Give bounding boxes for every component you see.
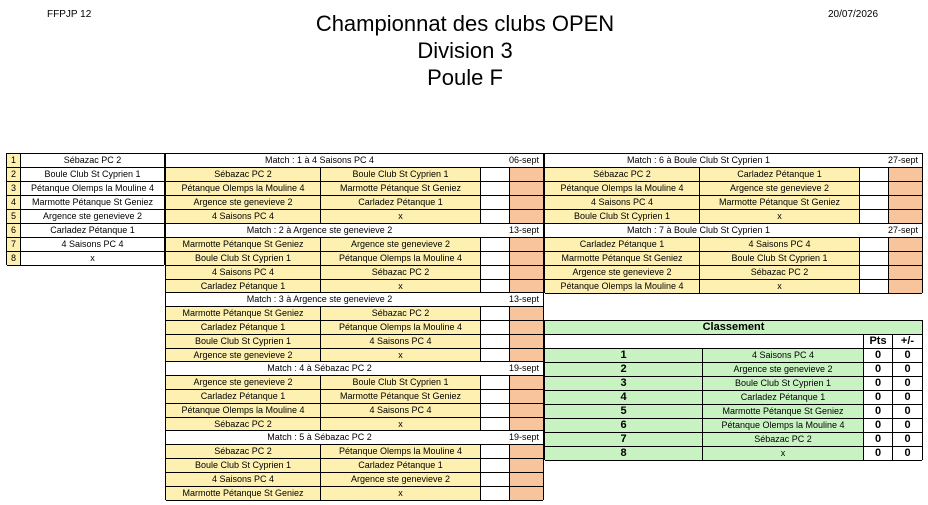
home-score-cell[interactable] [860, 168, 889, 182]
classement-row [545, 419, 922, 433]
away-team: Pétanque Olemps la Mouline 4 [321, 252, 481, 266]
away-team: x [321, 349, 481, 363]
home-team: Marmotte Pétanque St Geniez [166, 307, 321, 321]
diff-cell: 0 [893, 377, 922, 391]
classement-row [545, 391, 922, 405]
division-title: Division 3 [417, 38, 513, 63]
classement-row [545, 433, 922, 447]
home-score-cell[interactable] [860, 196, 889, 210]
home-score-cell[interactable] [481, 307, 510, 321]
game-row [166, 404, 543, 418]
match-label: Match : 1 à 4 Saisons PC 4 [264, 155, 375, 165]
home-score-cell[interactable] [481, 445, 510, 459]
home-team: Argence ste genevieve 2 [166, 376, 321, 390]
away-team: x [321, 418, 481, 432]
diff-cell: 0 [893, 391, 922, 405]
home-team: 4 Saisons PC 4 [166, 266, 321, 280]
match-block [165, 153, 544, 223]
away-score-cell[interactable] [510, 238, 543, 252]
pts-cell: 0 [864, 419, 893, 433]
classement-team: Carladez Pétanque 1 [703, 391, 864, 405]
game-row [545, 266, 922, 280]
away-team: x [321, 210, 481, 224]
home-score-cell[interactable] [481, 321, 510, 335]
pts-cell: 0 [864, 349, 893, 363]
home-score-cell[interactable] [860, 280, 889, 294]
team-row [7, 196, 164, 210]
game-row [166, 487, 543, 501]
home-team: 4 Saisons PC 4 [166, 473, 321, 487]
home-team: Pétanque Olemps la Mouline 4 [166, 182, 321, 196]
home-team: Pétanque Olemps la Mouline 4 [166, 404, 321, 418]
match-block [544, 153, 923, 223]
home-score-cell[interactable] [481, 335, 510, 349]
classement-row [545, 363, 922, 377]
team-name: Carladez Pétanque 1 [21, 224, 164, 238]
away-team: 4 Saisons PC 4 [321, 335, 481, 349]
team-number: 1 [7, 154, 21, 168]
home-score-cell[interactable] [860, 266, 889, 280]
match-date: 19-sept [508, 432, 539, 442]
match-label: Match : 7 à Boule Club St Cyprien 1 [626, 225, 771, 235]
pts-cell: 0 [864, 391, 893, 405]
home-team: Sébazac PC 2 [545, 168, 700, 182]
match-block [165, 430, 544, 500]
away-score-cell[interactable] [510, 321, 543, 335]
team-row [7, 210, 164, 224]
print-date: 20/07/2026 [828, 9, 879, 20]
home-score-cell[interactable] [481, 238, 510, 252]
team-name: Argence ste genevieve 2 [21, 210, 164, 224]
away-score-cell[interactable] [889, 252, 922, 266]
team-name: Boule Club St Cyprien 1 [21, 168, 164, 182]
team-row [7, 238, 164, 252]
match-block [165, 361, 544, 431]
away-team: x [700, 280, 860, 294]
home-score-cell[interactable] [860, 252, 889, 266]
diff-cell: 0 [893, 349, 922, 363]
game-row [545, 168, 922, 182]
team-row [7, 252, 164, 266]
match-header [545, 154, 922, 168]
home-team: Argence ste genevieve 2 [166, 196, 321, 210]
away-score-cell[interactable] [510, 266, 543, 280]
classement-team: x [703, 447, 864, 461]
diff-cell: 0 [893, 405, 922, 419]
home-team: Argence ste genevieve 2 [166, 349, 321, 363]
match-date: 27-sept [887, 155, 918, 165]
rank-cell: 1 [545, 349, 703, 363]
home-team: 4 Saisons PC 4 [166, 210, 321, 224]
home-team: Carladez Pétanque 1 [166, 321, 321, 335]
match-header [166, 224, 543, 238]
match-label: Match : 3 à Argence ste genevieve 2 [246, 294, 393, 304]
pts-cell: 0 [864, 447, 893, 461]
match-label: Match : 2 à Argence ste genevieve 2 [246, 225, 393, 235]
match-header [166, 431, 543, 445]
game-row [166, 266, 543, 280]
game-row [166, 459, 543, 473]
home-team: Boule Club St Cyprien 1 [545, 210, 700, 224]
away-team: Sébazac PC 2 [700, 266, 860, 280]
home-score-cell[interactable] [481, 459, 510, 473]
game-row [166, 321, 543, 335]
team-row [7, 224, 164, 238]
away-team: Sébazac PC 2 [321, 307, 481, 321]
rank-cell: 4 [545, 391, 703, 405]
rank-cell: 2 [545, 363, 703, 377]
team-name: Sébazac PC 2 [21, 154, 164, 168]
away-team: Boule Club St Cyprien 1 [321, 376, 481, 390]
game-row [166, 168, 543, 182]
home-team: Marmotte Pétanque St Geniez [545, 252, 700, 266]
game-row [166, 445, 543, 459]
away-team: x [321, 487, 481, 501]
home-score-cell[interactable] [481, 390, 510, 404]
home-team: Pétanque Olemps la Mouline 4 [545, 182, 700, 196]
team-number: 7 [7, 238, 21, 252]
rank-cell: 5 [545, 405, 703, 419]
away-team: Marmotte Pétanque St Geniez [321, 182, 481, 196]
game-row [166, 252, 543, 266]
game-row [545, 238, 922, 252]
team-name: x [21, 252, 164, 266]
match-label: Match : 6 à Boule Club St Cyprien 1 [626, 155, 771, 165]
away-team: Argence ste genevieve 2 [700, 182, 860, 196]
rank-cell: 7 [545, 433, 703, 447]
away-team: x [700, 210, 860, 224]
home-team: Boule Club St Cyprien 1 [166, 252, 321, 266]
away-score-cell[interactable] [889, 238, 922, 252]
home-team: Marmotte Pétanque St Geniez [166, 487, 321, 501]
game-row [545, 210, 922, 224]
game-row [545, 182, 922, 196]
game-row [166, 182, 543, 196]
team-number: 6 [7, 224, 21, 238]
diff-cell: 0 [893, 433, 922, 447]
away-team: Pétanque Olemps la Mouline 4 [321, 445, 481, 459]
away-team: Boule Club St Cyprien 1 [321, 168, 481, 182]
match-label: Match : 4 à Sébazac PC 2 [267, 363, 372, 373]
home-score-cell[interactable] [860, 238, 889, 252]
match-date: 19-sept [508, 363, 539, 373]
team-row [7, 168, 164, 182]
game-row [166, 210, 543, 224]
away-score-cell[interactable] [510, 473, 543, 487]
home-score-cell[interactable] [481, 168, 510, 182]
team-number: 2 [7, 168, 21, 182]
classement-row [545, 405, 922, 419]
home-team: Boule Club St Cyprien 1 [166, 335, 321, 349]
home-team: Sébazac PC 2 [166, 418, 321, 432]
pool-title: Poule F [427, 65, 503, 90]
game-row [166, 376, 543, 390]
match-header [166, 362, 543, 376]
match-header [166, 154, 543, 168]
team-number: 3 [7, 182, 21, 196]
away-score-cell[interactable] [510, 168, 543, 182]
game-row [166, 390, 543, 404]
classement-team: Sébazac PC 2 [703, 433, 864, 447]
away-score-cell[interactable] [510, 445, 543, 459]
pts-header: Pts [864, 335, 893, 349]
away-score-cell[interactable] [889, 182, 922, 196]
page-title: Championnat des clubs OPEN [315, 11, 615, 36]
diff-cell: 0 [893, 447, 922, 461]
classement-row [545, 377, 922, 391]
match-date: 13-sept [508, 225, 539, 235]
home-team: Pétanque Olemps la Mouline 4 [545, 280, 700, 294]
team-row [7, 154, 164, 168]
pts-cell: 0 [864, 405, 893, 419]
home-score-cell[interactable] [860, 182, 889, 196]
classement-title: Classement [545, 321, 922, 335]
away-score-cell[interactable] [510, 487, 543, 501]
classement-row [545, 349, 922, 363]
pts-cell: 0 [864, 433, 893, 447]
home-score-cell[interactable] [481, 252, 510, 266]
game-row [166, 196, 543, 210]
classement-header-blank [545, 335, 864, 349]
org-label: FFPJP 12 [47, 9, 92, 20]
team-number: 5 [7, 210, 21, 224]
home-team: Carladez Pétanque 1 [166, 280, 321, 294]
away-score-cell[interactable] [510, 390, 543, 404]
away-score-cell[interactable] [510, 252, 543, 266]
away-team: Carladez Pétanque 1 [321, 196, 481, 210]
away-score-cell[interactable] [510, 307, 543, 321]
away-score-cell[interactable] [889, 266, 922, 280]
match-label: Match : 5 à Sébazac PC 2 [267, 432, 372, 442]
away-score-cell[interactable] [889, 168, 922, 182]
away-team: Sébazac PC 2 [321, 266, 481, 280]
home-team: 4 Saisons PC 4 [545, 196, 700, 210]
classement-team: Pétanque Olemps la Mouline 4 [703, 419, 864, 433]
home-score-cell[interactable] [481, 266, 510, 280]
home-score-cell[interactable] [481, 376, 510, 390]
team-list [6, 153, 165, 265]
match-block [165, 223, 544, 293]
team-name: 4 Saisons PC 4 [21, 238, 164, 252]
match-block [544, 223, 923, 293]
away-score-cell[interactable] [510, 404, 543, 418]
home-team: Argence ste genevieve 2 [545, 266, 700, 280]
rank-cell: 8 [545, 447, 703, 461]
game-row [166, 238, 543, 252]
game-row [166, 473, 543, 487]
home-score-cell[interactable] [481, 473, 510, 487]
pts-cell: 0 [864, 363, 893, 377]
diff-cell: 0 [893, 363, 922, 377]
team-name: Pétanque Olemps la Mouline 4 [21, 182, 164, 196]
team-row [7, 182, 164, 196]
home-score-cell[interactable] [860, 210, 889, 224]
match-date: 06-sept [508, 155, 539, 165]
away-team: Argence ste genevieve 2 [321, 238, 481, 252]
away-team: Carladez Pétanque 1 [321, 459, 481, 473]
home-score-cell[interactable] [481, 182, 510, 196]
away-score-cell[interactable] [889, 210, 922, 224]
match-block [165, 292, 544, 362]
diff-header: +/- [893, 335, 922, 349]
game-row [545, 196, 922, 210]
team-number: 8 [7, 252, 21, 266]
home-team: Sébazac PC 2 [166, 168, 321, 182]
game-row [545, 280, 922, 294]
home-score-cell[interactable] [481, 196, 510, 210]
classement-team: Marmotte Pétanque St Geniez [703, 405, 864, 419]
away-team: Marmotte Pétanque St Geniez [321, 390, 481, 404]
away-team: 4 Saisons PC 4 [700, 238, 860, 252]
home-score-cell[interactable] [481, 487, 510, 501]
match-date: 13-sept [508, 294, 539, 304]
classement-row [545, 447, 922, 461]
away-team: Argence ste genevieve 2 [321, 473, 481, 487]
away-score-cell[interactable] [889, 196, 922, 210]
rank-cell: 6 [545, 419, 703, 433]
game-row [166, 307, 543, 321]
home-score-cell[interactable] [481, 404, 510, 418]
rank-cell: 3 [545, 377, 703, 391]
classement-table [544, 320, 923, 460]
away-team: Carladez Pétanque 1 [700, 168, 860, 182]
classement-team: 4 Saisons PC 4 [703, 349, 864, 363]
away-team: Pétanque Olemps la Mouline 4 [321, 321, 481, 335]
classement-team: Boule Club St Cyprien 1 [703, 377, 864, 391]
away-score-cell[interactable] [510, 376, 543, 390]
home-score-cell[interactable] [481, 210, 510, 224]
pts-cell: 0 [864, 377, 893, 391]
away-score-cell[interactable] [889, 280, 922, 294]
team-number: 4 [7, 196, 21, 210]
classement-team: Argence ste genevieve 2 [703, 363, 864, 377]
away-team: Boule Club St Cyprien 1 [700, 252, 860, 266]
diff-cell: 0 [893, 419, 922, 433]
game-row [545, 252, 922, 266]
game-row [166, 335, 543, 349]
match-date: 27-sept [887, 225, 918, 235]
home-team: Marmotte Pétanque St Geniez [166, 238, 321, 252]
home-team: Carladez Pétanque 1 [545, 238, 700, 252]
away-score-cell[interactable] [510, 210, 543, 224]
home-team: Sébazac PC 2 [166, 445, 321, 459]
match-header [545, 224, 922, 238]
team-name: Marmotte Pétanque St Geniez [21, 196, 164, 210]
away-team: x [321, 280, 481, 294]
away-score-cell[interactable] [510, 196, 543, 210]
home-team: Boule Club St Cyprien 1 [166, 459, 321, 473]
match-header [166, 293, 543, 307]
away-score-cell[interactable] [510, 335, 543, 349]
away-team: Marmotte Pétanque St Geniez [700, 196, 860, 210]
away-score-cell[interactable] [510, 182, 543, 196]
away-team: 4 Saisons PC 4 [321, 404, 481, 418]
away-score-cell[interactable] [510, 459, 543, 473]
home-team: Carladez Pétanque 1 [166, 390, 321, 404]
